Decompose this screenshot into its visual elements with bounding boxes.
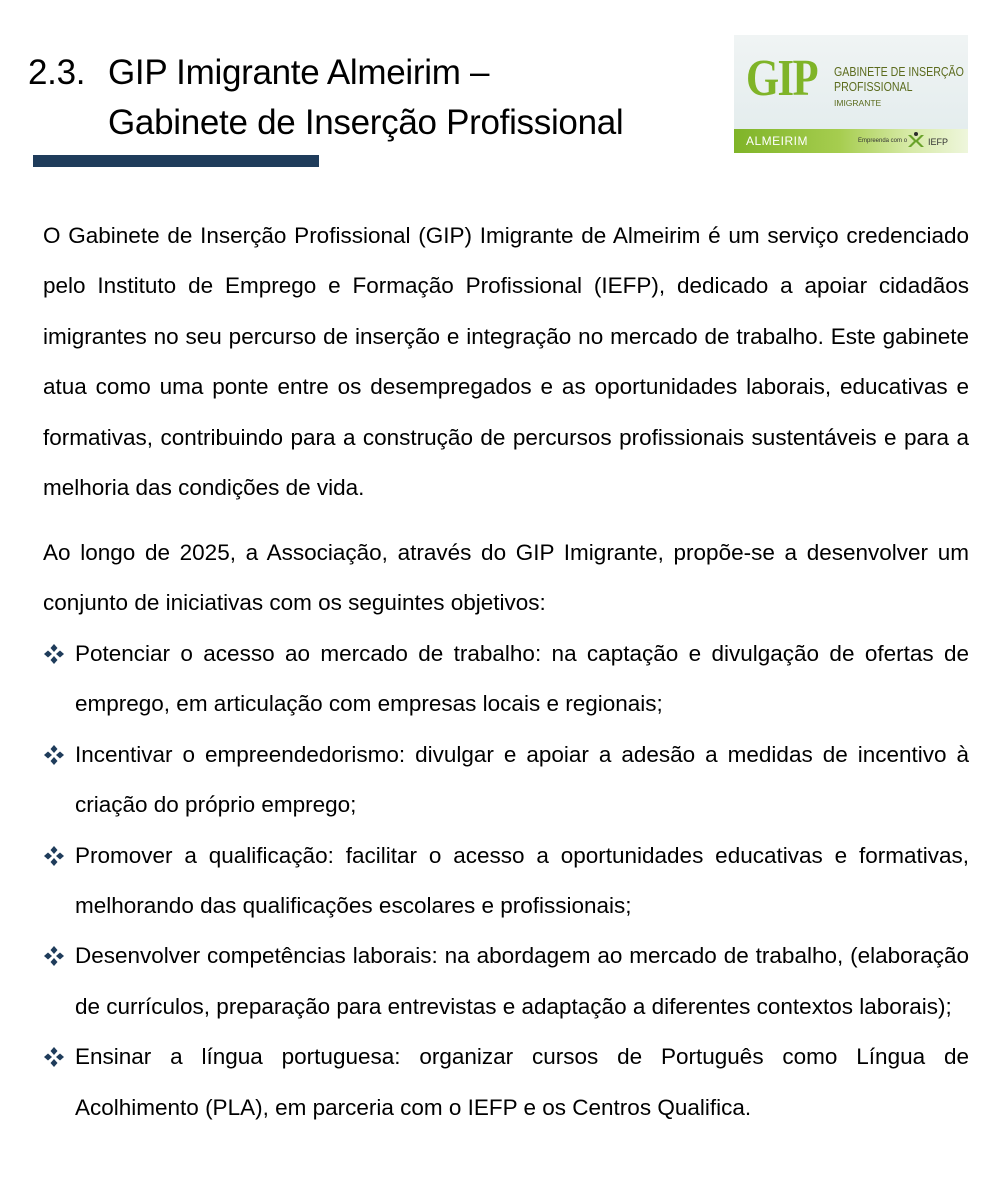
list-item (43, 931, 969, 1032)
objective-term: Promover a qualificação (75, 842, 328, 868)
objective-term: Potenciar o acesso ao mercado de trabalho (75, 641, 535, 666)
diamond-bullet-icon (43, 945, 65, 967)
intro-paragraph: O Gabinete de Inserção Profissional (GIP) Imigrante de Almeirim é um serviço credenciado pelo Instituto de Emprego e Formação Profissional (IEFP), dedicado a apoiar cidadãos imigrantes no seu percurso de inserção e integração no mercado de trabalho. Este gabinete atua como uma ponte entre os desempregados e as oportunidades laborais, educativas e formativas, contribuindo para a construção de percursos profissionais sustentáveis e para a melhoria das condições de vida. (43, 223, 969, 501)
list-item (43, 1032, 969, 1133)
logo-partner-text: Empreenda com o (858, 138, 908, 144)
logo-line3: IMIGRANTE (834, 98, 882, 108)
diamond-bullet-icon (43, 744, 65, 766)
section-title-line1: GIP Imigrante Almeirim – (108, 53, 490, 92)
list-item (43, 629, 969, 730)
list-item (43, 831, 969, 932)
logo-partner: IEFP (928, 137, 949, 147)
logo-acronym: GIP (746, 50, 817, 107)
logo-line1: GABINETE DE INSERÇÃO (834, 65, 964, 79)
objective-term: Incentivar o empreendedorismo (75, 741, 399, 767)
diamond-bullet-icon (43, 845, 65, 867)
section-title-line2: Gabinete de Inserção Profissional (108, 103, 624, 142)
list-item (43, 730, 969, 831)
logo-city: ALMEIRIM (746, 134, 809, 148)
section-number: 2.3. (28, 53, 86, 92)
gip-logo (734, 35, 968, 153)
objective-text: : divulgar e apoiar a adesão a medidas de incentivo à criação do próprio emprego; (75, 741, 969, 818)
objective-text: : organizar cursos de Português como Língua de Acolhimento (PLA), em parceria com o IEFP e os Centros Qualifica. (75, 1044, 969, 1120)
logo-line2: PROFISSIONAL (834, 80, 913, 94)
heading-underline (33, 155, 319, 167)
objective-term: Desenvolver competências laborais (75, 943, 432, 969)
diamond-bullet-icon (43, 1046, 65, 1068)
objectives-list (43, 629, 969, 1133)
objective-text: : na abordagem ao mercado de trabalho, (elaboração de currículos, preparação para entrevistas e adaptação a diferentes contextos laborais); (75, 943, 969, 1019)
iefp-mark-icon (906, 131, 926, 151)
objectives-intro: Ao longo de 2025, a Associação, através do GIP Imigrante, propõe-se a desenvolver um conjunto de iniciativas com os seguintes objetivos: (43, 540, 969, 616)
objective-text: : na captação e divulgação de ofertas de emprego, em articulação com empresas locais e regionais; (75, 641, 969, 717)
diamond-bullet-icon (43, 643, 65, 665)
objective-term: Ensinar a língua portuguesa (75, 1044, 395, 1070)
objective-text: : facilitar o acesso a oportunidades educativas e formativas, melhorando das qualificações escolares e profissionais; (75, 842, 969, 919)
